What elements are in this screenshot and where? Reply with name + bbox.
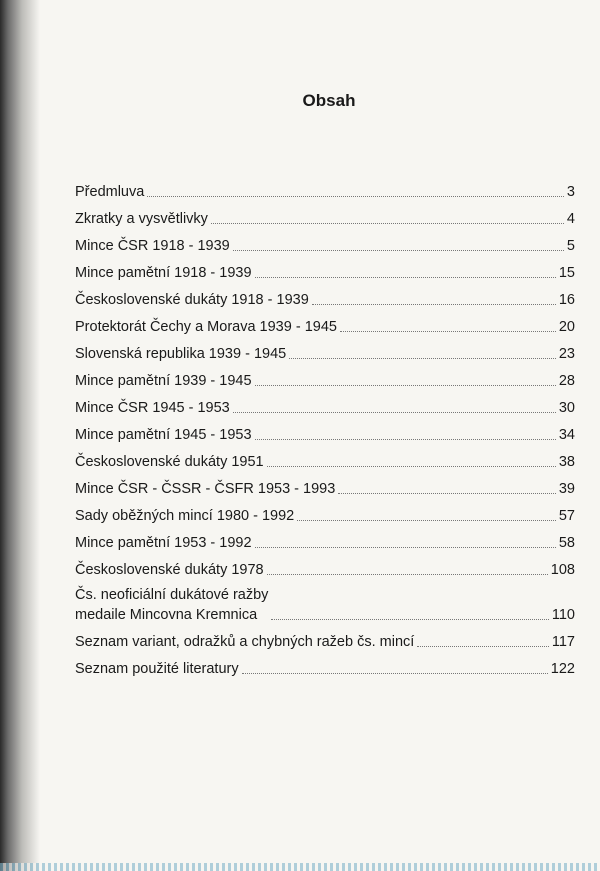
toc-entry-label: Československé dukáty 1978	[75, 562, 264, 578]
toc-entry-page: 4	[566, 211, 575, 227]
toc-entry	[75, 391, 575, 418]
toc-entry-label: Předmluva	[75, 184, 145, 200]
toc-entry-page: 108	[550, 562, 575, 578]
toc-leader-dots	[255, 547, 556, 548]
toc-entry-label: Mince pamětní 1918 - 1939	[75, 265, 252, 281]
toc-entry	[75, 202, 575, 229]
toc-entry-label: Zkratky a vysvětlivky	[75, 211, 208, 227]
toc-entry-page: 15	[558, 265, 575, 281]
toc-entry-label: Protektorát Čechy a Morava 1939 - 1945	[75, 319, 337, 335]
toc-entry-label: Seznam použité literatury	[75, 661, 239, 677]
toc-entry	[75, 175, 575, 202]
toc-leader-dots	[289, 358, 556, 359]
toc-entry-page: 122	[550, 661, 575, 677]
toc-leader-dots	[297, 520, 556, 521]
toc-entry	[75, 418, 575, 445]
toc-entry-page: 28	[558, 373, 575, 389]
toc-entry-label: Mince ČSR 1945 - 1953	[75, 400, 230, 416]
toc-entry	[75, 445, 575, 472]
toc-entry-page: 110	[551, 607, 575, 623]
toc-entry	[75, 364, 575, 391]
toc-leader-dots	[417, 646, 549, 647]
toc-entry-page: 3	[566, 184, 575, 200]
toc-leader-dots	[312, 304, 556, 305]
toc-entry	[75, 625, 575, 652]
toc-entry-label: Mince pamětní 1945 - 1953	[75, 427, 252, 443]
toc-entry	[75, 472, 575, 499]
toc-leader-dots	[255, 385, 556, 386]
toc-entry-page: 117	[551, 634, 575, 650]
toc-entry-page: 57	[558, 508, 575, 524]
toc-leader-dots	[271, 619, 548, 620]
toc-leader-dots	[255, 439, 556, 440]
toc-entry-page: 30	[558, 400, 575, 416]
toc-leader-dots	[211, 223, 564, 224]
toc-entry-label: Mince ČSR - ČSSR - ČSFR 1953 - 1993	[75, 481, 336, 497]
toc-leader-dots	[340, 331, 556, 332]
toc-entry-label: Sady oběžných mincí 1980 - 1992	[75, 508, 295, 524]
toc-entry-label: Slovenská republika 1939 - 1945	[75, 346, 287, 362]
toc-entry-page: 34	[558, 427, 575, 443]
toc-entry-page: 23	[558, 346, 575, 362]
toc-entry	[75, 310, 575, 337]
toc-leader-dots	[267, 466, 556, 467]
toc-entry-label: Mince pamětní 1939 - 1945	[75, 373, 252, 389]
toc-leader-dots	[233, 412, 556, 413]
toc-entry-label-line2: medaile Mincovna Kremnica	[75, 607, 258, 623]
toc-entry	[75, 256, 575, 283]
toc-entry-label: Mince pamětní 1953 - 1992	[75, 535, 252, 551]
toc-entry-label: Československé dukáty 1918 - 1939	[75, 292, 309, 308]
toc-entry-label	[75, 585, 268, 625]
table-of-contents	[75, 175, 575, 679]
toc-entry	[75, 283, 575, 310]
toc-entry-page: 39	[558, 481, 575, 497]
toc-leader-dots	[267, 574, 548, 575]
page-title: Obsah	[302, 91, 356, 110]
toc-entry-label: Mince ČSR 1918 - 1939	[75, 238, 230, 254]
toc-leader-dots	[147, 196, 564, 197]
toc-entry-label: Seznam variant, odražků a chybných ražeb čs. mincí	[75, 634, 415, 650]
toc-entry	[75, 229, 575, 256]
toc-entry-label: Československé dukáty 1951	[75, 454, 264, 470]
toc-entry	[75, 553, 575, 580]
toc-entry	[75, 526, 575, 553]
page-bottom-edge	[0, 863, 600, 871]
toc-entry-page: 20	[558, 319, 575, 335]
toc-leader-dots	[255, 277, 556, 278]
toc-leader-dots	[338, 493, 556, 494]
toc-leader-dots	[242, 673, 548, 674]
toc-entry	[75, 499, 575, 526]
toc-entry	[75, 580, 575, 625]
toc-entry	[75, 337, 575, 364]
toc-entry	[75, 652, 575, 679]
toc-entry-page: 5	[566, 238, 575, 254]
toc-entry-label-line1: Čs. neoficiální dukátové ražby	[75, 587, 269, 603]
toc-leader-dots	[233, 250, 564, 251]
toc-entry-page: 58	[558, 535, 575, 551]
toc-entry-page: 16	[558, 292, 575, 308]
toc-entry-page: 38	[558, 454, 575, 470]
page-binding-shadow	[0, 0, 40, 871]
